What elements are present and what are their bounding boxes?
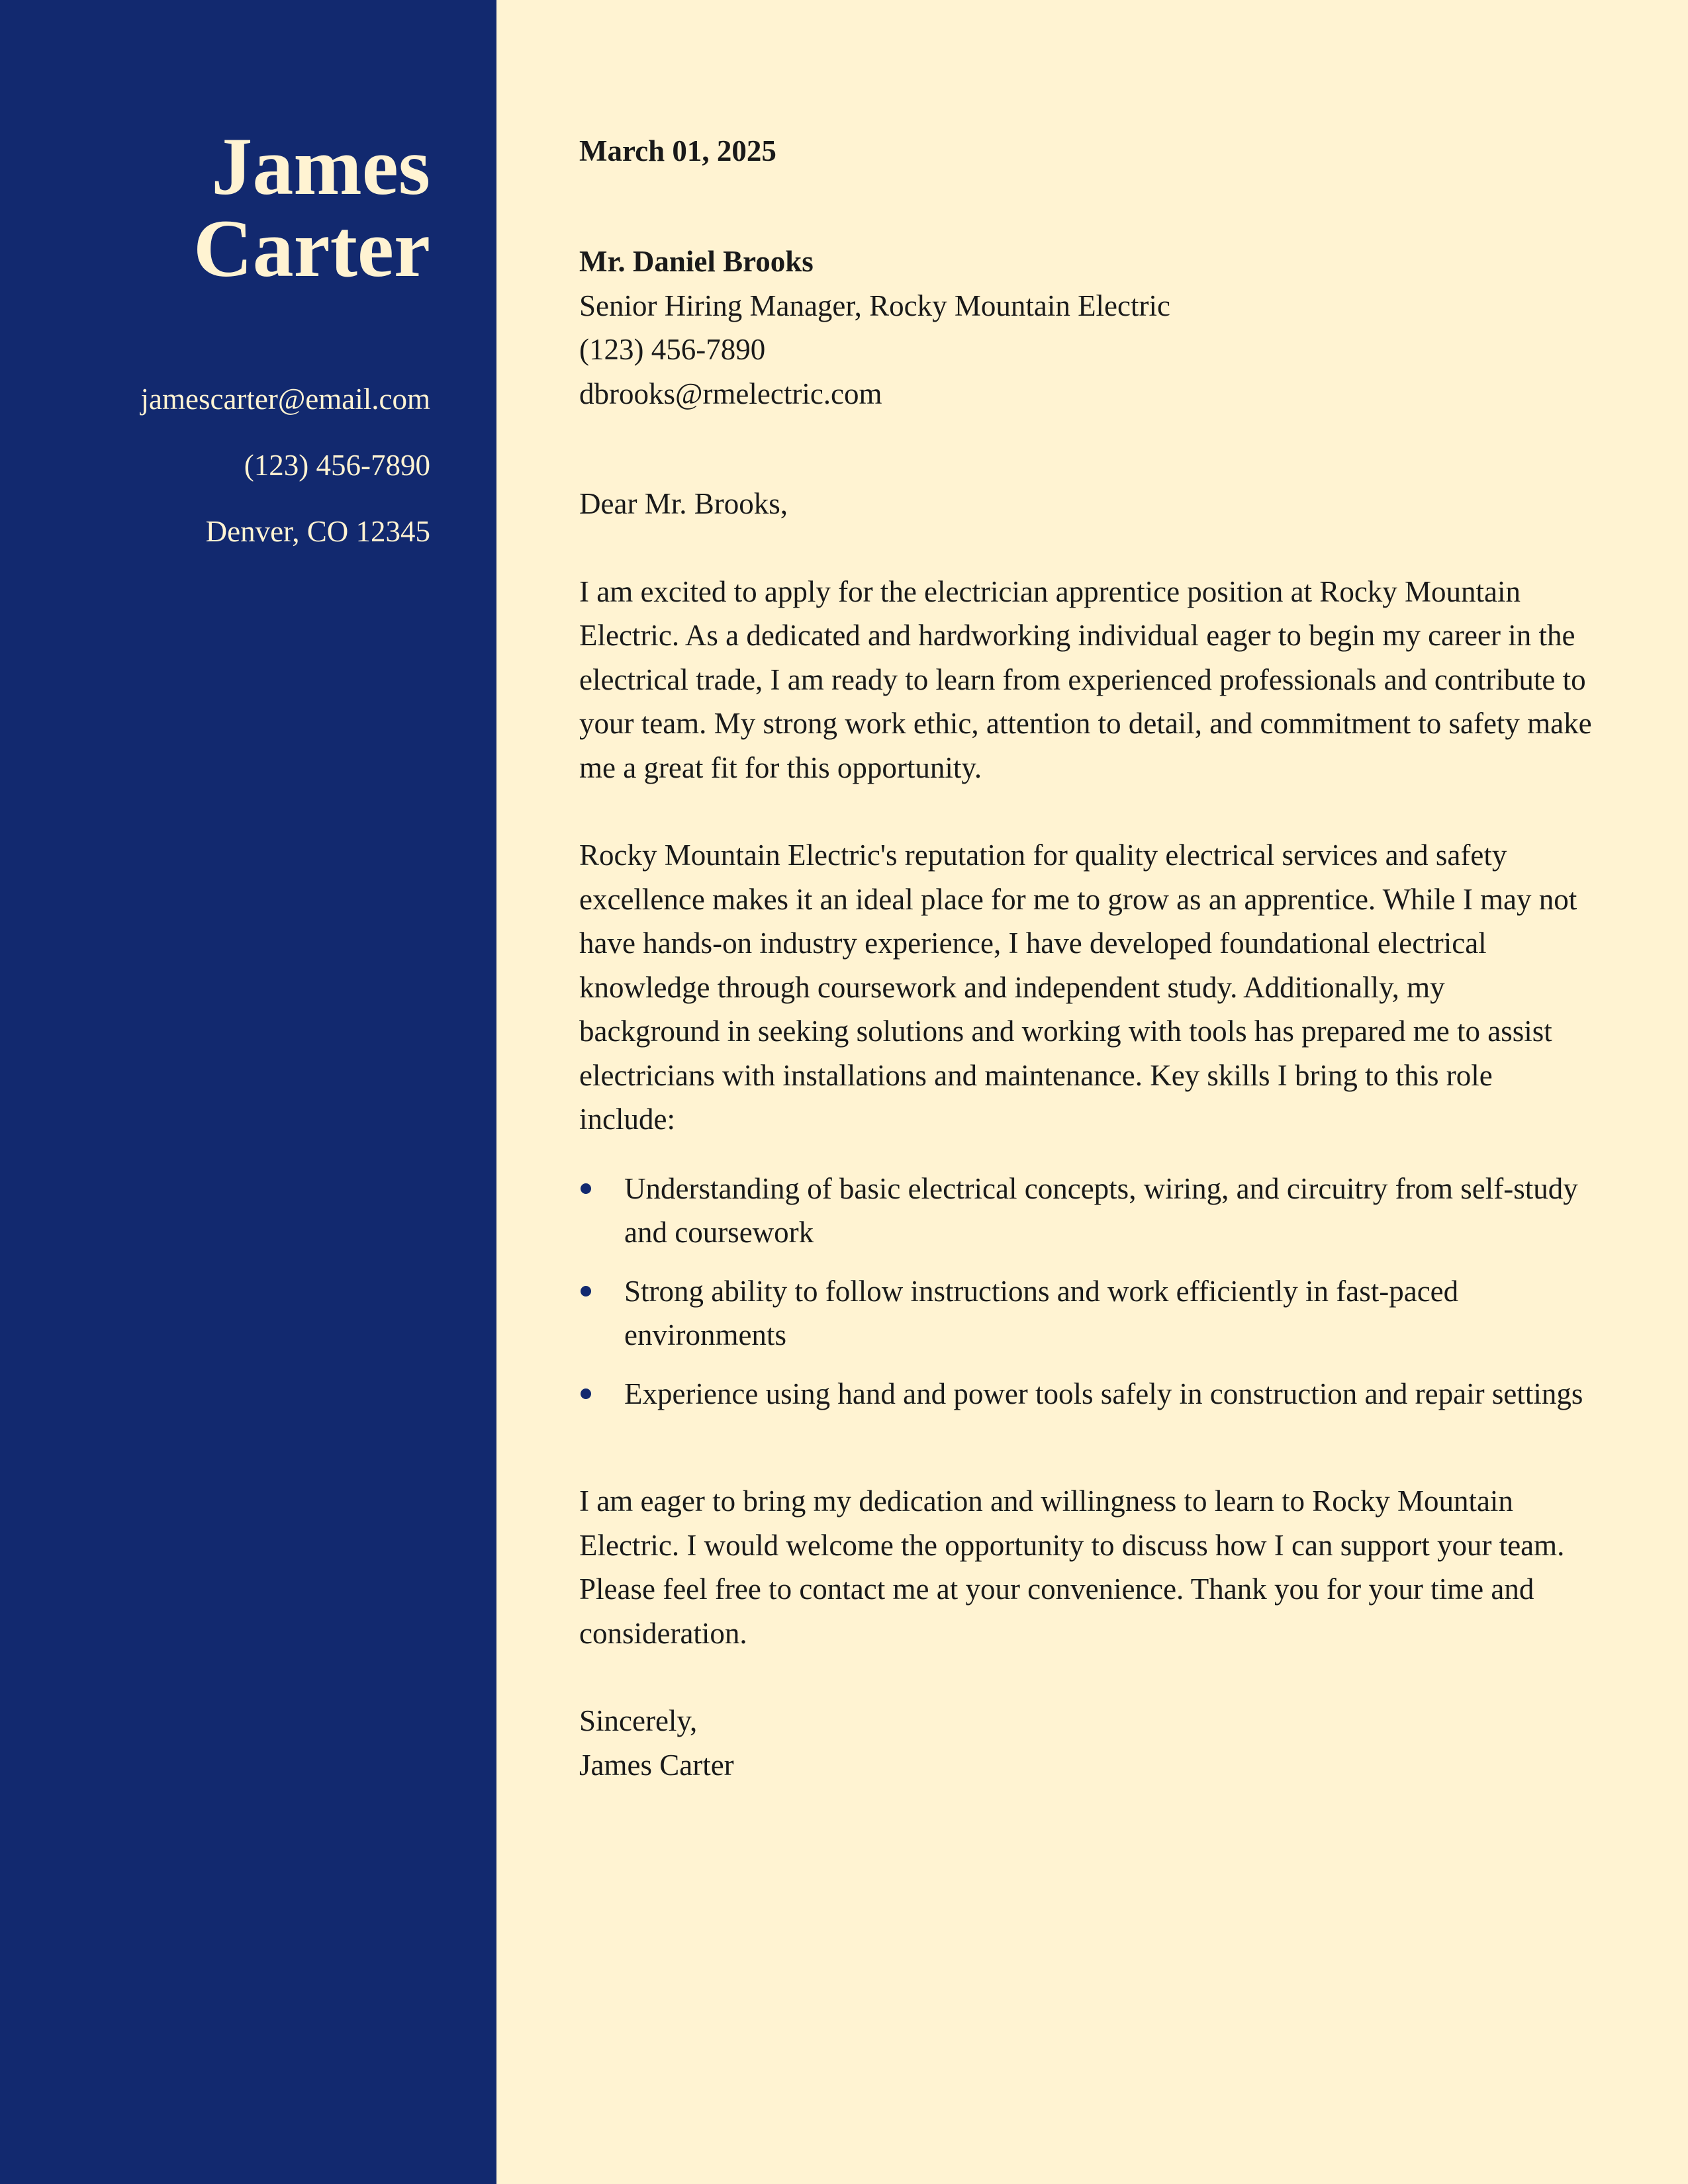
closing-word: Sincerely,	[579, 1704, 698, 1737]
letter-body	[579, 129, 1592, 1787]
sender-contact	[20, 366, 430, 565]
signoff	[579, 1699, 1592, 1787]
skills-list	[579, 1167, 1592, 1416]
bullet-icon	[581, 1183, 591, 1194]
recipient-phone: (123) 456-7890	[579, 333, 766, 366]
skill-text: Experience using hand and power tools safely in construction and repair settings	[624, 1377, 1583, 1410]
sender-first-name: James	[211, 121, 430, 212]
signature-name: James Carter	[579, 1748, 734, 1782]
body-paragraph: Rocky Mountain Electric's reputation for quality electrical services and safety excellence makes it an ideal place for me to grow as an apprentice. While I may not have hands-on industry experience, I have developed foundational electrical knowledge through coursework and independent study. Additionally, my background in seeking solutions and working with tools has prepared me to assist electricians with installations and maintenance. Key skills I bring to this role include:	[579, 839, 1577, 1136]
skill-item	[579, 1372, 1592, 1416]
skill-text: Understanding of basic electrical concepts, wiring, and circuitry from self-study and coursework	[624, 1171, 1578, 1249]
skill-item	[579, 1167, 1592, 1255]
sender-name	[20, 121, 430, 294]
letter-date: March 01, 2025	[579, 134, 776, 167]
bullet-icon	[581, 1388, 591, 1399]
skill-text: Strong ability to follow instructions and work efficiently in fast-paced environments	[624, 1274, 1459, 1351]
body-paragraph: I am excited to apply for the electrician apprentice position at Rocky Mountain Electric. As a dedicated and hardworking individual eager to begin my career in the electrical trade, I am ready to learn from experienced professionals and contribute to your team. My strong work ethic, attention to detail, and commitment to safety make me a great fit for this opportunity.	[579, 574, 1592, 784]
closing-paragraph: I am eager to bring my dedication and willingness to learn to Rocky Mountain Electric. I would welcome the opportunity to discuss how I can support your team. Please feel free to contact me at your convenience. Thank you for your time and consideration.	[579, 1484, 1565, 1650]
sidebar	[0, 0, 496, 2184]
sender-location: Denver, CO 12345	[205, 515, 430, 548]
sender-email: jamescarter@email.com	[140, 383, 430, 416]
recipient-name: Mr. Daniel Brooks	[579, 245, 814, 278]
salutation: Dear Mr. Brooks,	[579, 487, 788, 520]
recipient-email: dbrooks@rmelectric.com	[579, 377, 882, 410]
recipient-title: Senior Hiring Manager, Rocky Mountain Electric	[579, 289, 1170, 322]
bullet-icon	[581, 1286, 591, 1297]
sender-last-name: Carter	[193, 203, 430, 294]
sender-phone: (123) 456-7890	[244, 449, 430, 482]
recipient-block	[579, 240, 1592, 416]
skill-item	[579, 1269, 1592, 1357]
